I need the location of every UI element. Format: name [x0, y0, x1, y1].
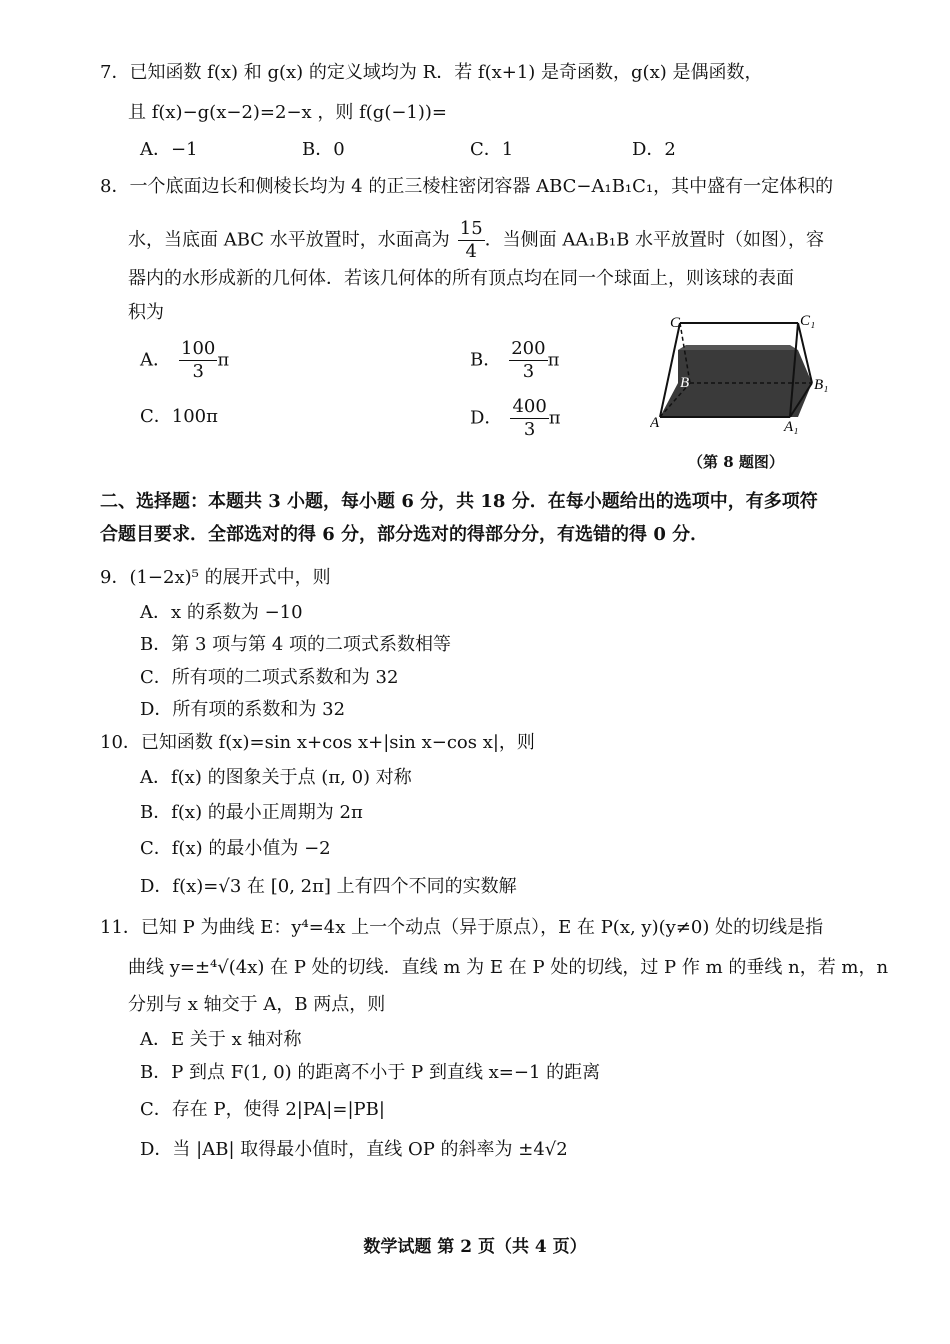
q11-option-a: A．E 关于 x 轴对称	[140, 1029, 302, 1050]
q8-option-b	[470, 338, 559, 383]
q8-stem-line4: 积为	[128, 302, 164, 323]
q10-stem: 10．已知函数 f(x)=sin x+cos x+|sin x−cos x|，则	[100, 732, 535, 753]
q9-stem: 9．(1−2x)⁵ 的展开式中，则	[100, 567, 331, 588]
q8-option-b-num: 200	[511, 338, 546, 359]
label-c1: C₁	[800, 313, 816, 329]
q7-option-b: B．0	[302, 139, 345, 160]
q8-prism-figure	[650, 305, 850, 435]
q8-stem-line3: 器内的水形成新的几何体．若该几何体的所有顶点均在同一个球面上，则该球的表面	[128, 268, 794, 289]
q8-stem-line2	[128, 218, 824, 263]
q8-option-b-den: 3	[522, 361, 535, 382]
q8-option-d-label: D．	[470, 407, 503, 429]
q8-figure-caption: （第 8 题图）	[688, 453, 784, 471]
q7-stem-line2: 且 f(x)−g(x−2)=2−x ，则 f(g(−1))=	[128, 102, 448, 123]
q9-option-a: A．x 的系数为 −10	[140, 602, 303, 623]
q10-option-a: A．f(x) 的图象关于点 (π, 0) 对称	[140, 767, 412, 788]
q7-option-a: A．−1	[140, 139, 198, 160]
label-b1: B₁	[814, 377, 829, 393]
q8-fraction-denominator: 4	[465, 241, 477, 262]
q11-stem-line1: 11．已知 P 为曲线 E：y⁴=4x 上一个动点（异于原点），E 在 P(x, y)(y≠0) 处的切线是指	[100, 917, 824, 938]
q8-option-c	[140, 404, 218, 430]
section2-header-line2: 合题目要求．全部选对的得 6 分，部分选对的得部分分，有选错的得 0 分．	[100, 524, 709, 545]
q7-option-c: C．1	[470, 139, 514, 160]
q11-option-c: C．存在 P，使得 2|PA|=|PB|	[140, 1099, 385, 1120]
q7-option-d: D．2	[632, 139, 676, 160]
q11-option-d: D．当 |AB| 取得最小值时，直线 OP 的斜率为 ±4√2	[140, 1139, 568, 1160]
q8-option-b-label: B．	[470, 349, 502, 371]
q8-stem-line2-before: 水，当底面 ABC 水平放置时，水面高为	[128, 229, 450, 251]
q8-option-a-num: 100	[181, 338, 216, 359]
q8-option-d-fraction	[510, 396, 548, 441]
section2-header-line1: 二、选择题：本题共 3 小题，每小题 6 分，共 18 分．在每小题给出的选项中，有多项符	[100, 491, 818, 512]
q8-option-d	[470, 396, 561, 441]
q8-option-d-den: 3	[523, 419, 536, 440]
q8-option-a-fraction	[179, 338, 217, 383]
page-footer: 数学试题 第 2 页（共 4 页）	[363, 1237, 587, 1257]
q7-stem-line1: 7．已知函数 f(x) 和 g(x) 的定义域均为 R．若 f(x+1) 是奇函数，g(x) 是偶函数，	[100, 62, 763, 83]
q9-option-c: C．所有项的二项式系数和为 32	[140, 667, 399, 688]
q8-stem-line1: 8．一个底面边长和侧棱长均为 4 的正三棱柱密闭容器 ABC−A₁B₁C₁，其中盛有一定体积的	[100, 176, 834, 197]
q8-option-d-suffix: π	[548, 407, 561, 429]
q11-stem-line2: 曲线 y=±⁴√(4x) 在 P 处的切线．直线 m 为 E 在 P 处的切线，过 P 作 m 的垂线 n，若 m，n	[128, 957, 889, 978]
q8-option-a	[140, 338, 229, 383]
q8-option-c-text: 100π	[171, 406, 218, 427]
q10-option-b: B．f(x) 的最小正周期为 2π	[140, 802, 363, 823]
q8-option-a-den: 3	[192, 361, 204, 382]
q11-stem-line3: 分别与 x 轴交于 A，B 两点，则	[128, 994, 386, 1015]
q8-option-a-suffix: π	[217, 349, 230, 371]
q8-option-c-label: C．	[140, 406, 172, 427]
q8-water-height-fraction	[458, 218, 485, 263]
q10-option-d: D．f(x)=√3 在 [0, 2π] 上有四个不同的实数解	[140, 876, 517, 897]
q10-option-c: C．f(x) 的最小值为 −2	[140, 838, 331, 859]
q8-option-b-suffix: π	[547, 349, 560, 371]
label-b: B	[680, 375, 690, 391]
label-a: A	[650, 415, 660, 431]
label-c: C	[670, 315, 681, 331]
label-a1: A₁	[784, 419, 799, 435]
q8-option-a-label: A．	[140, 349, 171, 371]
q8-option-b-fraction	[509, 338, 547, 383]
q8-stem-line2-after: ．当侧面 AA₁B₁B 水平放置时（如图），容	[484, 229, 825, 251]
q8-option-d-num: 400	[512, 396, 547, 417]
q11-option-b: B．P 到点 F(1, 0) 的距离不小于 P 到直线 x=−1 的距离	[140, 1062, 601, 1083]
q9-option-d: D．所有项的系数和为 32	[140, 699, 346, 720]
water-surface	[678, 345, 798, 350]
q9-option-b: B．第 3 项与第 4 项的二项式系数相等	[140, 634, 452, 655]
q8-fraction-numerator: 15	[459, 218, 483, 239]
